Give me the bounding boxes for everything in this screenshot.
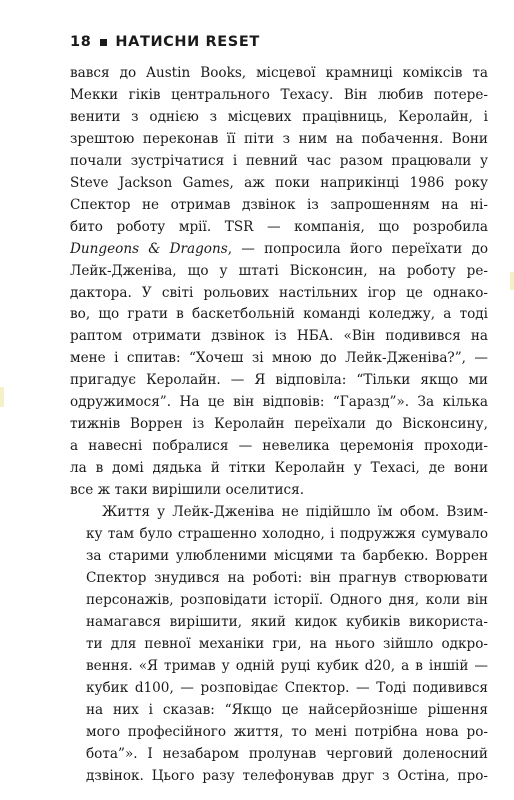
text-line: мене і спитав: “Хочеш зі мною до Лейк-Дженіва?”, — (70, 350, 488, 367)
running-header (70, 33, 260, 51)
page-edge-mark (510, 272, 514, 290)
text-line: вення. «Я тримав у одній руці кубик d20, а в іншій — (86, 657, 488, 674)
page-number: 18 (70, 34, 92, 50)
text-line: пригадує Керолайн. — Я відповіла: “Тільки якщо ми (70, 372, 488, 389)
text-line: намагався вирішити, який кидок кубиків використа- (86, 613, 488, 630)
text-line: бота”». І незабаром пролунав черговий доленосний (86, 745, 488, 762)
text-line: Спектор знудився на роботі: він прагнув створювати (86, 569, 488, 586)
text-line: зрештою переконав її піти з ним на побачення. Вони (70, 130, 488, 147)
text-line: все ж таки вирішили оселитися. (70, 482, 305, 499)
text-line: венити з однією з місцевих працівниць, Керолайн, і (70, 108, 488, 125)
text-line: Спектор не отримав дзвінок із запрошенням на ні- (70, 196, 488, 213)
text-line: бито роботу мрії. TSR — компанія, що розробила (70, 218, 488, 235)
text-line: Steve Jackson Games, аж поки наприкінці 1986 року (70, 174, 488, 191)
text-line: ку там було страшенно холодно, і подружжя сумувало (86, 526, 488, 543)
text-line: Життя у Лейк-Дженіва не підійшло їм обом. Взим- (102, 504, 488, 521)
text-line: дзвінок. Цього разу телефонував друг з Остіна, про- (86, 767, 488, 784)
text-line: на них і сказав: “Якщо це найсерйозніше рішення (86, 701, 488, 718)
text-line: во, що грати в баскетбольній команді коледжу, а тоді (70, 306, 488, 323)
text-line: мого професійного життя, то мені потрібна нова ро- (86, 723, 488, 740)
text-line: персонажів, розповідати історії. Одного дня, коли він (86, 591, 488, 608)
text-line: Мекки гіків центрального Техасу. Він любив потере- (70, 86, 488, 103)
text-line: тижнів Воррен із Керолайн переїхали до Вісконсину, (70, 416, 488, 433)
text-line: а навесні побралися — невелика церемонія проходи- (70, 438, 488, 455)
text-line: раптом отримати дзвінок із НБА. «Він подивився на (70, 328, 488, 345)
body-text (70, 63, 488, 787)
text-line: дактора. У світі рольових настільних ігор це однако- (70, 284, 488, 301)
text-line: кубик d100, — розповідає Спектор. — Тоді подивився (86, 679, 488, 696)
chapter-title: НАТИСНИ RESET (115, 34, 260, 50)
text-line: Лейк-Дженіва, що у штаті Вісконсин, на роботу ре- (70, 262, 488, 279)
text-line: одружимося”. На це він відповів: “Гаразд”». За кілька (70, 394, 488, 411)
page-edge-mark (0, 387, 4, 407)
paragraph (70, 502, 488, 787)
paragraph (70, 63, 488, 502)
text-line: за старими улюбленими місцями та барбекю. Воррен (86, 547, 488, 564)
text-line: почали зустрічатися і певний час разом працювали у (70, 152, 488, 169)
text-line: вався до Austin Books, місцевої крамниці коміксів та (70, 65, 488, 81)
text-line: ти для певної механіки гри, на нього зійшло одкро- (86, 635, 488, 652)
text-line: Dungeons & Dragons, — попросила його переїхати до (70, 240, 488, 257)
text-line: ла в домі дядька й тітки Керолайн у Техасі, де вони (70, 460, 488, 477)
square-bullet-icon (100, 39, 107, 46)
